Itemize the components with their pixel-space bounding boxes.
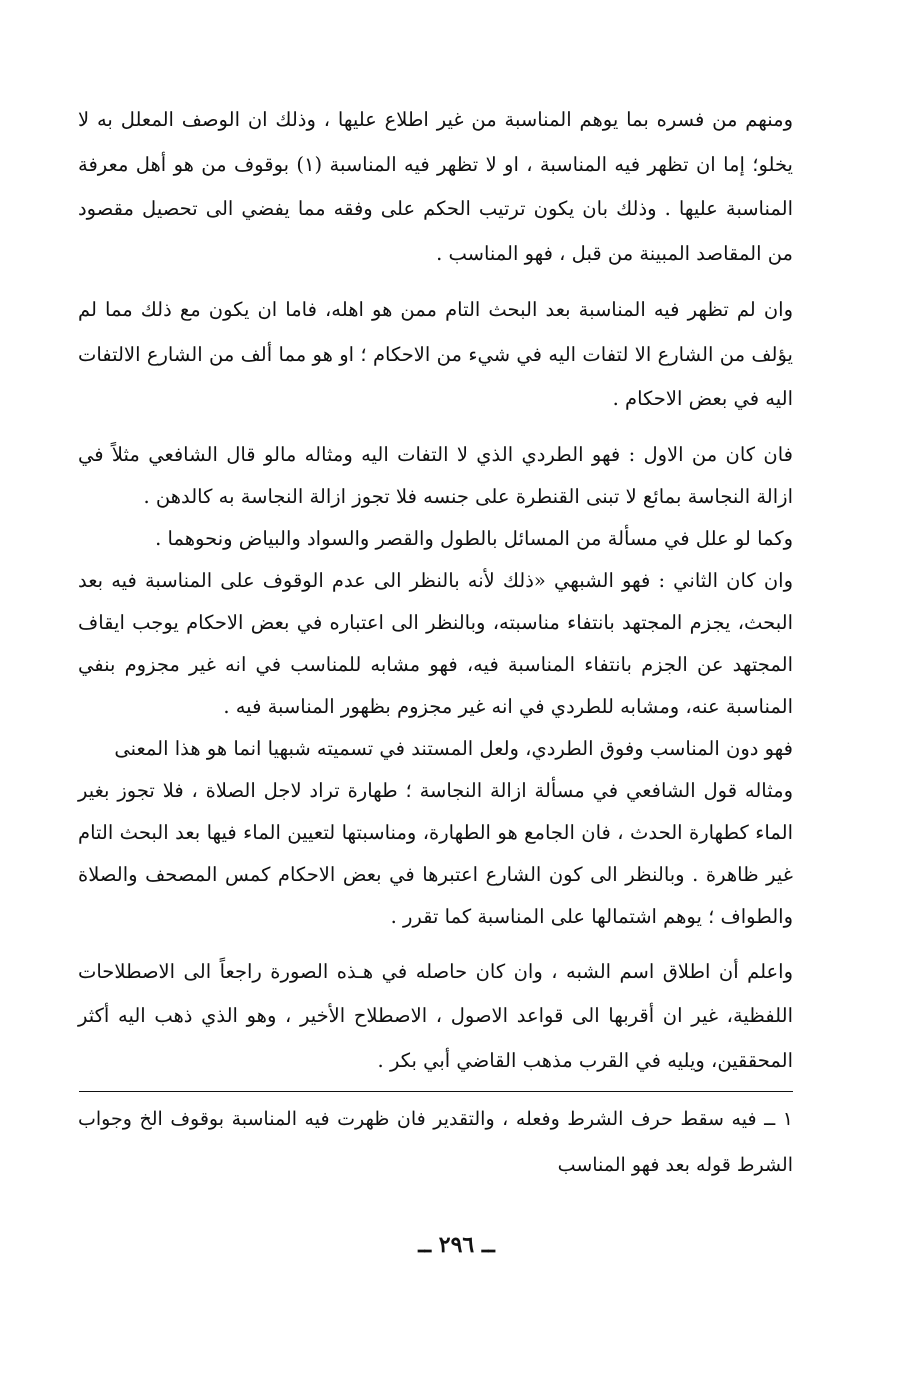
body-text (78, 98, 793, 1083)
footnote: ١ ــ فيه سقط حرف الشرط وفعله ، والتقدير فان ظهرت فيه المناسبة بوقوف الخ وجواب الشرط قوله بعد فهو المناسب (78, 1108, 793, 1176)
paragraph-3: فان كان من الاول : فهو الطردي الذي لا التفات اليه ومثاله مالو قال الشافعي مثلاً في ازالة النجاسة بمائع لا تبنى القنطرة على جنسه فلا تجوز ازالة النجاسة به كالدهن . (78, 442, 793, 508)
paragraph-2: وان لم تظهر فيه المناسبة بعد البحث التام ممن هو اهله، فاما ان يكون مع ذلك مما لم يؤلف من الشارع الا لتفات اليه في شيء من الاحكام ؛ او هو مما ألف من الشارع الالتفات اليه في بعض الاحكام . (78, 298, 793, 410)
paragraph-7: ومثاله قول الشافعي في مسألة ازالة النجاسة ؛ طهارة تراد لاجل الصلاة ، فلا تجوز بغير الماء كطهارة الحدث ، فان الجامع هو الطهارة، ومناسبتها لتعيين الماء فيها بعد البحث التام غير ظاهرة . وبالنظر الى كون الشارع اعتبرها في بعض الاحكام كمس المصحف والصلاة والطواف ؛ يوهم اشتمالها على المناسبة كما تقرر . (78, 778, 793, 928)
paragraph-4: وكما لو علل في مسألة من المسائل بالطول والقصر والسواد والبياض ونحوهما . (155, 526, 793, 550)
paragraph-8: واعلم أن اطلاق اسم الشبه ، وان كان حاصله في هـذه الصورة راجعاً الى الاصطلاحات اللفظية، غير ان أقربها الى قواعد الاصول ، الاصطلاح الأخير ، وهو الذي ذهب اليه أكثر المحققين، ويليه في القرب مذهب القاضي أبي بكر . (78, 959, 793, 1072)
paragraph-6: فهو دون المناسب وفوق الطردي، ولعل المستند في تسميته شبهيا انما هو هذا المعنى (114, 736, 793, 760)
page-number: ــ ٢٩٦ ــ (418, 1232, 495, 1258)
paragraph-5: وان كان الثاني : فهو الشبهي «ذلك لأنه بالنظر الى عدم الوقوف على المناسبة فيه بعد البحث، يجزم المجتهد بانتفاء مناسبته، وبالنظر الى اعتباره في بعض الاحكام يوجب ايقاف المجتهد عن الجزم بانتفاء المناسبة فيه، فهو مشابه للمناسب في انه غير مجزوم بنفي المناسبة عنه، ومشابه للطردي في انه غير مجزوم بظهور المناسبة فيه . (78, 568, 793, 718)
paragraph-1: ومنهم من فسره بما يوهم المناسبة من غير اطلاع عليها ، وذلك ان الوصف المعلل به لا يخلو؛ إما ان تظهر فيه المناسبة ، او لا تظهر فيه المناسبة (١) بوقوف من هو أهل معرفة المناسبة عليها . وذلك بان يكون ترتيب الحكم على وفقه مما يفضي الى تحصيل مقصود من المقاصد المبينة من قبل ، فهو المناسب . (78, 108, 793, 265)
footnote-divider (79, 1091, 793, 1092)
